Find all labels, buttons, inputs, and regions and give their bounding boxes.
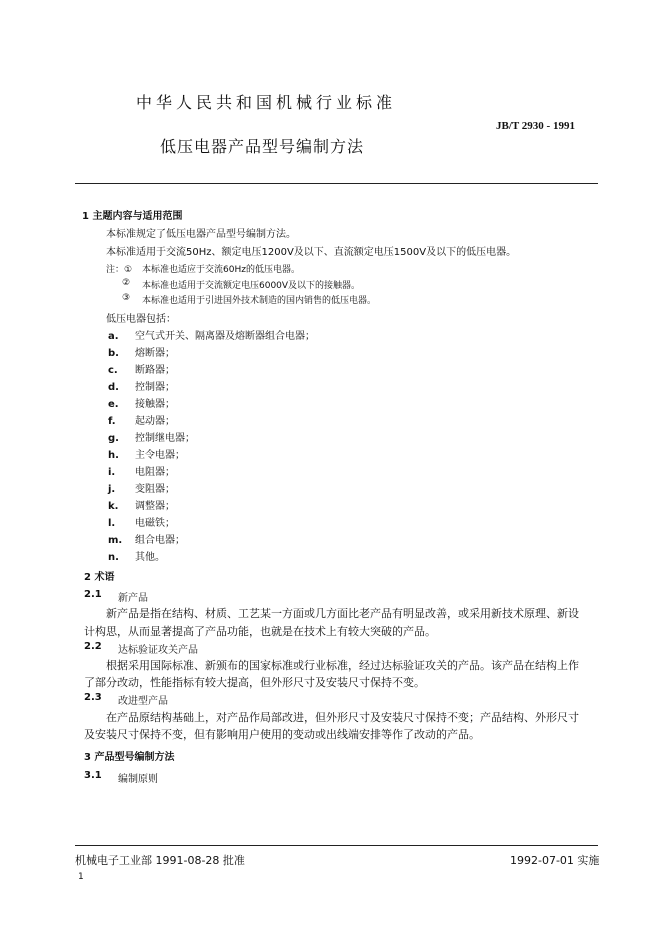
footer-divider <box>75 845 598 846</box>
list-item-text: 调整器； <box>135 501 175 512</box>
note-2-mark: ② <box>122 278 131 288</box>
standard-org-header: 中华人民共和国机械行业标准 <box>136 93 397 112</box>
list-item-label: e. <box>108 399 119 410</box>
approval-date: 机械电子工业部 1991-08-28 批准 <box>75 854 245 867</box>
list-item <box>108 531 185 546</box>
note-2: 本标准也适用于交流额定电压6000V及以下的接触器。 <box>142 281 361 291</box>
term-2-3-title: 改进型产品 <box>118 696 168 707</box>
header-divider <box>75 183 598 184</box>
section-3-heading: 3 产品型号编制方法 <box>84 752 175 763</box>
list-item <box>108 412 175 427</box>
list-item <box>108 361 175 376</box>
list-item-text: 接触器； <box>135 399 175 410</box>
list-item-text: 空气式开关、隔离器及熔断器组合电器； <box>135 331 315 342</box>
list-item-label: g. <box>108 433 119 444</box>
section-3-1-number: 3.1 <box>84 770 102 781</box>
list-item <box>108 395 175 410</box>
term-2-1-line-2: 计构思，从而显著提高了产品功能，也就是在技术上有较大突破的产品。 <box>84 625 436 638</box>
list-item-text: 组合电器； <box>135 535 185 546</box>
list-item-label: n. <box>108 552 119 563</box>
effective-date: 1992-07-01 实施 <box>510 854 600 867</box>
list-item <box>108 548 165 563</box>
note-1: 本标准也适应于交流60Hz的低压电器。 <box>142 265 300 275</box>
list-item-label: i. <box>108 467 116 478</box>
list-item-text: 其他。 <box>135 552 165 563</box>
note-3: 本标准也适用于引进国外技术制造的国内销售的低压电器。 <box>142 296 377 306</box>
list-item-label: f. <box>108 416 116 427</box>
list-item-text: 变阻器； <box>135 484 175 495</box>
section-2-heading: 2 术语 <box>84 572 115 583</box>
note-3-mark: ③ <box>122 293 131 303</box>
list-item-text: 起动器； <box>135 416 175 427</box>
list-item-text: 电磁铁； <box>135 518 175 529</box>
list-item <box>108 514 175 529</box>
list-item-label: d. <box>108 382 119 393</box>
list-item <box>108 327 315 342</box>
list-item <box>108 497 175 512</box>
term-2-3-line-1: 在产品原结构基础上，对产品作局部改进，但外形尺寸及安装尺寸保持不变；产品结构、外形尺寸 <box>106 711 579 724</box>
list-item-label: a. <box>108 331 119 342</box>
list-item <box>108 463 175 478</box>
section-1-heading: 1 主题内容与适用范围 <box>82 211 183 222</box>
list-item-text: 熔断器； <box>135 348 175 359</box>
standard-code: JB/T 2930 - 1991 <box>496 120 575 132</box>
list-item <box>108 446 185 461</box>
list-item-text: 断路器； <box>135 365 175 376</box>
term-2-3-line-2: 及安装尺寸保持不变，但有影响用户使用的变动或出线端安排等作了改动的产品。 <box>84 728 480 741</box>
document-title: 低压电器产品型号编制方法 <box>160 137 365 156</box>
list-item <box>108 378 175 393</box>
term-2-1-line-1: 新产品是指在结构、材质、工艺某一方面或几方面比老产品有明显改善，或采用新技术原理、新设 <box>106 607 579 620</box>
list-item-text: 主令电器； <box>135 450 185 461</box>
list-item-label: m. <box>108 535 123 546</box>
term-2-2-title: 达标验证攻关产品 <box>118 645 198 656</box>
list-item <box>108 344 175 359</box>
list-item-text: 控制器； <box>135 382 175 393</box>
term-2-1-number: 2.1 <box>84 589 102 600</box>
list-item-text: 电阻器； <box>135 467 175 478</box>
term-2-3-number: 2.3 <box>84 692 102 703</box>
section-1-paragraph-2: 本标准适用于交流50Hz、额定电压1200V及以下、直流额定电压1500V及以下的低压电器。 <box>106 247 517 258</box>
term-2-2-number: 2.2 <box>84 641 102 652</box>
term-2-2-line-2: 了部分改动，性能指标有较大提高，但外形尺寸及安装尺寸保持不变。 <box>84 676 425 689</box>
term-2-1-title: 新产品 <box>118 593 148 604</box>
list-item-label: l. <box>108 518 116 529</box>
list-item-label: j. <box>108 484 116 495</box>
section-3-1-title: 编制原则 <box>118 774 158 785</box>
list-item-text: 控制继电器； <box>135 433 195 444</box>
list-item <box>108 429 195 444</box>
note-1-label: 注：① <box>106 265 133 275</box>
list-item-label: c. <box>108 365 118 376</box>
term-2-2-line-1: 根据采用国际标准、新颁布的国家标准或行业标准，经过达标验证攻关的产品。该产品在结构上作 <box>106 659 579 672</box>
list-item-label: k. <box>108 501 119 512</box>
list-item <box>108 480 175 495</box>
section-1-paragraph-1: 本标准规定了低压电器产品型号编制方法。 <box>106 229 296 240</box>
list-intro: 低压电器包括： <box>106 314 176 325</box>
list-item-label: h. <box>108 450 119 461</box>
page-number: 1 <box>78 872 84 882</box>
list-item-label: b. <box>108 348 119 359</box>
